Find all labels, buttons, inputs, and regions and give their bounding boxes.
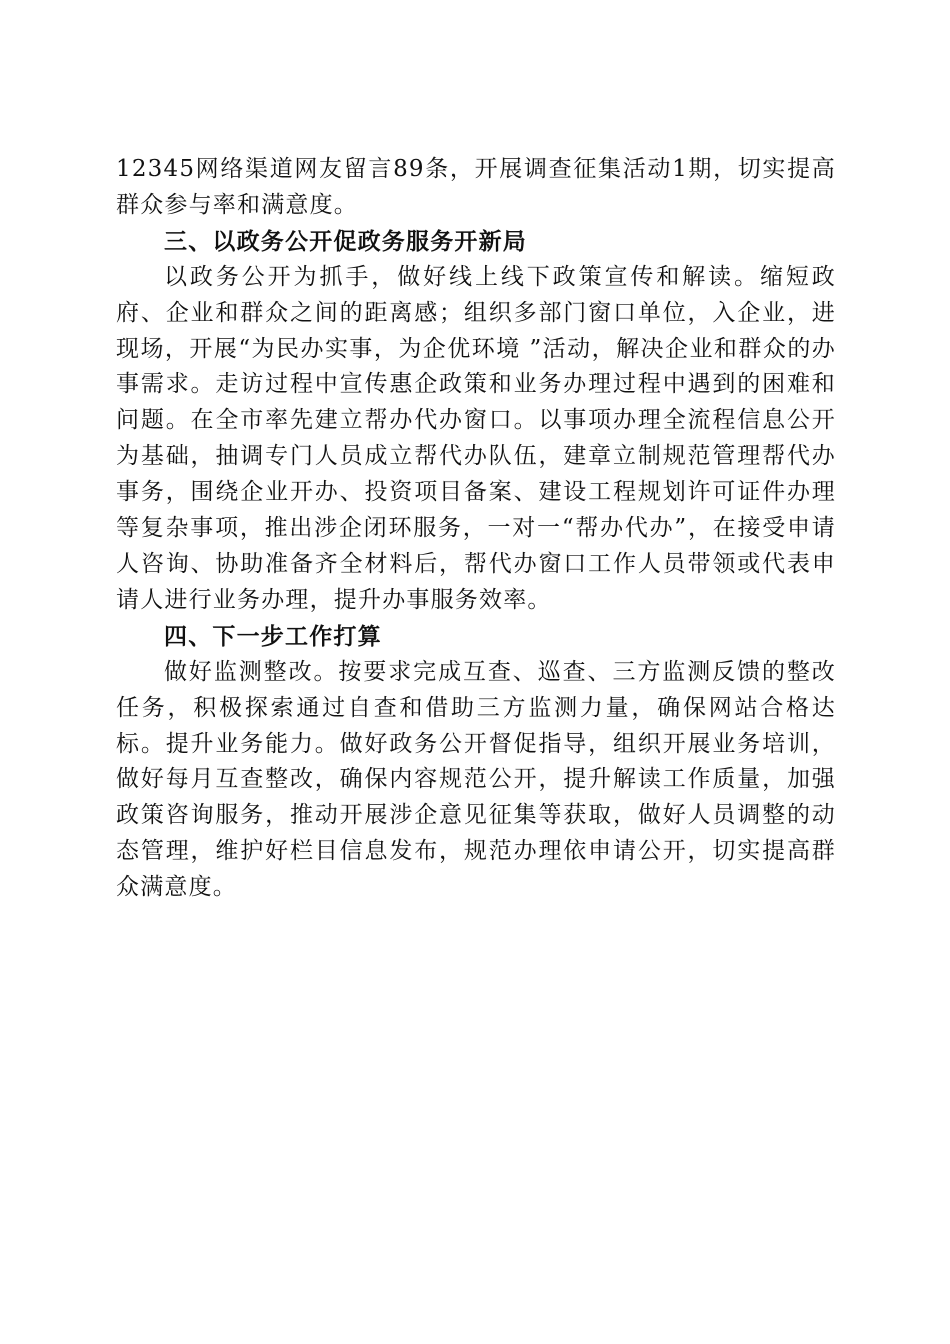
document-body [116, 152, 836, 906]
intro-paragraph: 12345网络渠道网友留言89条，开展调查征集活动1期，切实提高群众参与率和满意度。 [116, 156, 836, 218]
section-3-paragraph: 以政务公开为抓手，做好线上线下政策宣传和解读。缩短政府、企业和群众之间的距离感；组织多部门窗口单位，入企业，进现场，开展“为民办实事，为企优环境 ”活动，解决企业和群众的办事需求。走访过程中宣传惠企政策和业务办理过程中遇到的困难和问题。在全市率先建立帮办代办窗口。以事项办理全流程信息公开为基础，抽调专门人员成立帮代办队伍，建章立制规范管理帮代办事务，围绕企业开办、投资项目备案、建设工程规划许可证件办理等复杂事项，推出涉企闭环服务，一对一“帮办代办”，在接受申请人咨询、协助准备齐全材料后，帮代办窗口工作人员带领或代表申请人进行业务办理，提升办事服务效率。 [116, 263, 836, 613]
section-heading-4: 四、下一步工作打算 [164, 622, 382, 650]
section-heading-3: 三、以政务公开促政务服务开新局 [164, 227, 527, 255]
section-4-paragraph: 做好监测整改。按要求完成互查、巡查、三方监测反馈的整改任务，积极探索通过自查和借助三方监测力量，确保网站合格达标。提升业务能力。做好政务公开督促指导，组织开展业务培训，做好每月互查整改，确保内容规范公开，提升解读工作质量，加强政策咨询服务，推动开展涉企意见征集等获取，做好人员调整的动态管理，维护好栏目信息发布，规范办理依申请公开，切实提高群众满意度。 [116, 658, 836, 901]
